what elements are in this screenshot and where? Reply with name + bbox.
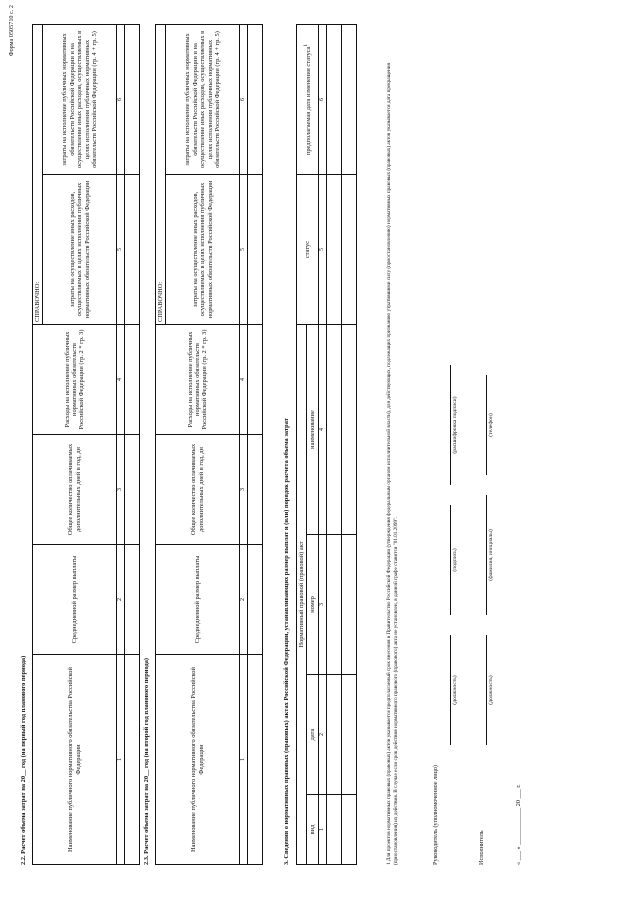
footnote: 1 Для проектов нормативных правовых (правовых) актов указывается предполагаемый срок внесения в Правительство Российской Федерации (утверждения федеральным органом исполнительной власти), для действующих, подлежащих признанию утратившими силу (приостановлению) нормативных правовых (правовых) актов указывается дата прекращения (приостановления) их действия. В случае если срок действия нормативного правового (правового) акта не установлен, в данной графе ставится "01.01.2099". (386, 63, 399, 865)
t3-col4-header: наименование (307, 325, 319, 535)
t22-num-1: 1 (117, 655, 125, 865)
t23-col6-header: затраты на исполнение публичных нормативных обязательств Российской Федерации и на осуществление иных расходов, осуществляемых в целях исполнения публичных нормативных обязательств Российской Федерации (гр. 4 + гр. 5) (166, 24, 240, 174)
t3-col2-header: дата (307, 675, 319, 795)
t3-num-2: 2 (319, 675, 327, 795)
t23-col1-header: Наименование публичного нормативного обязательства Российской Федерации (156, 655, 240, 865)
t22-reference-header: СПРАВОЧНО: (33, 24, 43, 324)
date-line: « ___ » ____________ 20 ___ г. (515, 784, 522, 865)
t23-num-3: 3 (240, 435, 248, 545)
t23-col5-header: затраты на осуществление иных расходов, осуществляемых в целях исполнения публичных нормативных обязательств Российской Федерации (166, 175, 240, 325)
t3-num-3: 3 (319, 535, 327, 675)
t22-num-3: 3 (117, 435, 125, 545)
t3-col5-header: статус (297, 175, 319, 325)
t3-num-5: 5 (319, 175, 327, 325)
t3-num-4: 4 (319, 325, 327, 535)
table-2-3 (155, 24, 263, 865)
t3-col3-header: номер (307, 535, 319, 675)
executor-fio-caption: (фамилия, инициалы) (488, 529, 494, 581)
t22-num-6: 6 (117, 24, 125, 174)
t22-col1-header: Наименование публичного нормативного обязательства Российской Федерации (33, 655, 117, 865)
executor-position-caption: (должность) (488, 675, 494, 705)
t23-col3-header: Общее количество оплачиваемых дополнительных дней в год, дн (156, 435, 240, 545)
t3-col1-header: вид (307, 795, 319, 865)
executor-phone-caption: (телефон) (488, 413, 494, 437)
t22-col3-header: Общее количество оплачиваемых дополнительных дней в год, дн (33, 435, 117, 545)
head-label: Руководитель (уполномоченное лицо) (432, 765, 439, 865)
t23-col4-header: Расходы на исполнение публичных нормативных обязательств Российской Федерации (гр. 2 * гр. 3) (156, 325, 240, 435)
form-code: Форма 0505710 с. 2 (8, 5, 15, 57)
section-2-2-title: 2.2. Расчет объема затрат на 20__ год (на первый год планового периода) (20, 655, 27, 865)
t3-num-1: 1 (319, 795, 327, 865)
table-3 (296, 24, 357, 865)
section-3-title: 3. Сведения о нормативных правовых (правовых) актах Российской Федерации, устанавливающих размер выплат и (или) порядок расчета объема затрат (283, 418, 290, 865)
head-signature-caption: (подпись) (452, 548, 458, 572)
t23-col2-header: Среднедневной размер выплаты (156, 545, 240, 655)
executor-label: Исполнитель (478, 830, 485, 865)
t23-num-6: 6 (240, 24, 248, 174)
head-position-caption: (должность) (452, 675, 458, 705)
t23-num-4: 4 (240, 325, 248, 435)
t23-num-1: 1 (240, 655, 248, 865)
t22-num-4: 4 (117, 325, 125, 435)
table-2-2 (32, 24, 140, 865)
t22-col5-header: затраты на осуществление иных расходов, осуществляемых в целях исполнения публичных нормативных обязательств Российской Федерации (43, 175, 117, 325)
t3-act-header: Нормативный правовой (правовой) акт (297, 325, 307, 865)
t3-num-6: 6 (319, 25, 327, 175)
t22-num-5: 5 (117, 175, 125, 325)
t3-data-row-2 (342, 25, 357, 865)
t22-num-2: 2 (117, 545, 125, 655)
t22-data-row (125, 24, 140, 864)
t22-col2-header: Среднедневной размер выплаты (33, 545, 117, 655)
t23-reference-header: СПРАВОЧНО: (156, 24, 166, 324)
footnote-ref: 1 (302, 43, 309, 47)
section-2-3-title: 2.3. Расчет объема затрат на 20__ год (на второй год планового периода) (143, 657, 150, 865)
t23-num-2: 2 (240, 545, 248, 655)
head-decoding-caption: (расшифровка подписи) (452, 396, 458, 454)
t22-col6-header: затраты на исполнение публичных нормативных обязательств Российской Федерации и на осуществление иных расходов, осуществляемых в целях исполнения публичных нормативных обязательств Российской Федерации (гр. 4 + гр. 5) (43, 24, 117, 174)
t22-col4-header: Расходы на исполнение публичных нормативных обязательств Российской Федерации (гр. 2 * гр. 3) (33, 325, 117, 435)
t23-num-5: 5 (240, 175, 248, 325)
t3-data-row-1 (327, 25, 342, 865)
t3-col6-header: предполагаемая дата изменения статуса$^1$ (297, 25, 319, 175)
t23-data-row (248, 24, 263, 864)
